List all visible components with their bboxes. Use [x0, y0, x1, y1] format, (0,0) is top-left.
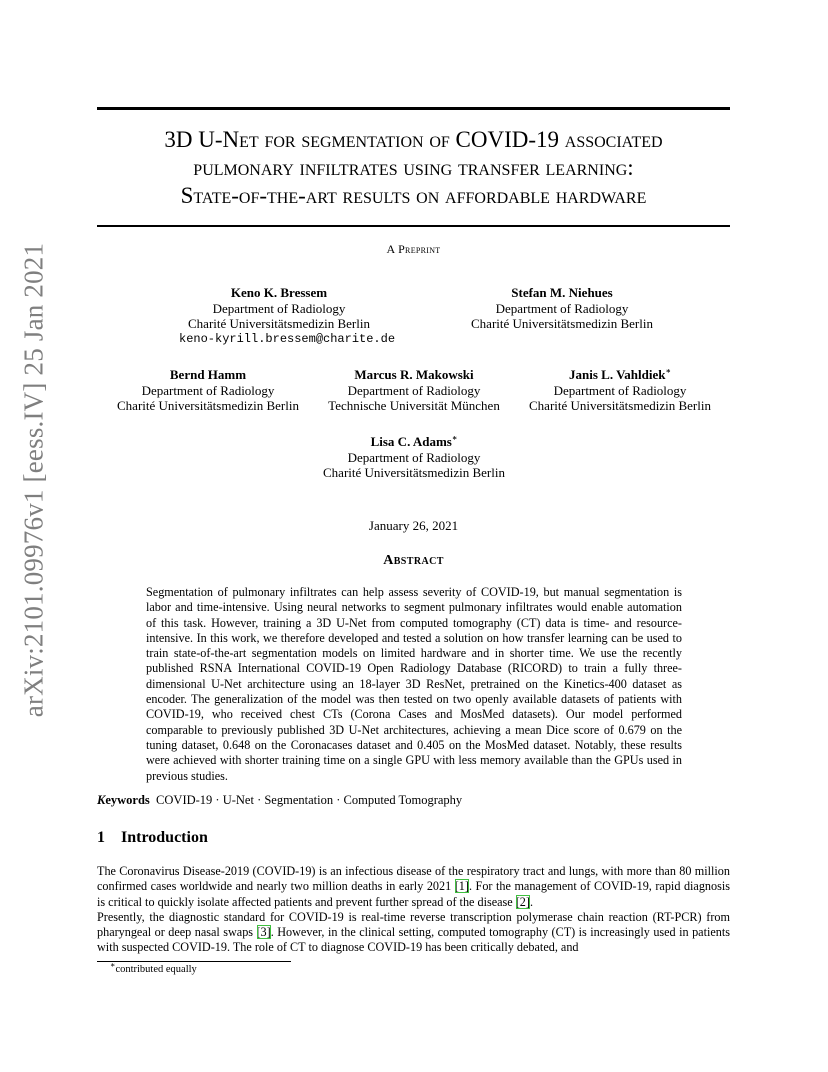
title-line: 3D U-Net for segmentation of COVID-19 associated: [164, 127, 663, 152]
text-run: .: [529, 894, 533, 909]
keywords-label-initial: K: [97, 793, 106, 807]
author-block: [314, 367, 514, 414]
author-block: [179, 285, 396, 347]
section-heading: [97, 829, 208, 847]
author-name: Marcus R. Makowski: [354, 367, 474, 382]
footnote: [110, 960, 197, 975]
author-block: [314, 434, 514, 481]
author-name: Bernd Hamm: [169, 367, 247, 382]
text-run: . For the management of COVID-19, rapid diagnosis is critical to quickly isolate affected patients and prevent further spread of the disease: [97, 879, 730, 909]
author-name-text: Janis L. Vahldiek: [569, 367, 666, 382]
author-name: [314, 434, 514, 450]
keywords-list: COVID-19 · U-Net · Segmentation · Computed Tomography: [156, 793, 463, 807]
author-department: Department of Radiology: [212, 300, 346, 316]
title-line: State-of-the-art results on affordable hardware: [180, 183, 647, 208]
author-department: Department of Radiology: [347, 449, 481, 465]
author-department: Department of Radiology: [553, 382, 687, 398]
abstract-heading: Abstract: [383, 553, 444, 568]
citation-link[interactable]: [3]: [256, 925, 271, 940]
author-institution: Charité Universitätsmedizin Berlin: [529, 398, 711, 413]
paragraph: [97, 864, 730, 910]
section-title: Introduction: [121, 829, 208, 846]
equal-contribution-mark: ∗: [665, 366, 671, 376]
author-institution: Charité Universitätsmedizin Berlin: [323, 465, 505, 480]
author-department: Department of Radiology: [347, 382, 481, 398]
author-name: Keno K. Bressem: [230, 285, 328, 300]
text-run: Presently, the diagnostic standard for COVID-19 is real-time reverse transcription polymerase chain reaction (RT-PCR) from pharyngeal or deep nasal swaps: [97, 909, 730, 940]
footnote-mark: ∗: [110, 960, 116, 970]
text-run: The Coronavirus Disease-2019 (COVID-19) is an infectious disease of the respiratory tract and lungs, with more than 80 million confirmed cases worldwide and nearly two million deaths in early 2021: [97, 864, 730, 894]
title-line: pulmonary infiltrates using transfer learning:: [193, 155, 634, 180]
footnote-text: contributed equally: [115, 964, 197, 975]
footnote-rule: [97, 961, 291, 962]
author-department: Department of Radiology: [141, 382, 275, 398]
keywords: [97, 793, 730, 808]
citation-link[interactable]: [1]: [454, 879, 469, 894]
preprint-label: A Preprint: [386, 242, 441, 256]
text-run: . However, in the clinical setting, computed tomography (CT) is increasingly used in patients with suspected COVID-19. The role of CT to diagnose COVID-19 has been critically debated, and: [97, 925, 730, 955]
author-name-text: Lisa C. Adams: [370, 434, 452, 449]
author-email[interactable]: keno-kyrill.bressem@charite.de: [179, 331, 396, 346]
author-institution: Technische Universität München: [328, 398, 500, 413]
author-name: Stefan M. Niehues: [511, 285, 613, 300]
intro-body: [97, 864, 730, 956]
arxiv-side-stamp: arXiv:2101.09976v1 [eess.IV] 25 Jan 2021: [18, 242, 49, 718]
title-rule-bottom: [97, 225, 730, 227]
author-institution: Charité Universitätsmedizin Berlin: [117, 398, 299, 413]
title-rule-top: [97, 107, 730, 110]
author-block: [108, 367, 308, 414]
author-institution: Charité Universitätsmedizin Berlin: [471, 316, 653, 331]
author-institution: Charité Universitätsmedizin Berlin: [188, 316, 370, 331]
paragraph: [97, 910, 730, 956]
abstract-text: Segmentation of pulmonary infiltrates can help assess severity of COVID-19, but manual segmentation is labor and time-intensive. Using neural networks to segment pulmonary infiltrates would enable automation of this task. However, training a 3D U-Net from computed tomography (CT) data is time- and resource-intensive. In this work, we therefore developed and tested a solution on how transfer learning can be used to train state-of-the-art segmentation models on limited hardware and in shorter time. We use the recently published RSNA International COVID-19 Open Radiology Database (RICORD) to train a fully three-dimensional U-Net architecture using an 18-layer 3D ResNet, pretrained on the Kinetics-400 dataset as encoder. The generalization of the model was then tested on two openly available datasets of patients with COVID-19, who received chest CTs (Corona Cases and MosMed datasets). Our model performed comparable to previously published 3D U-Net architectures, achieving a mean Dice score of 0.679 on the tuning dataset, 0.648 on the Coronacases dataset and 0.405 on the MosMed dataset. Notably, these results were achieved with shorter training time on a single GPU with less memory available than the GPUs used in previous studies.: [146, 585, 682, 783]
author-block: [462, 285, 662, 332]
paper-title: [97, 126, 730, 210]
author-name: [520, 367, 720, 383]
keywords-label-rest: eywords: [105, 793, 150, 807]
author-block: [520, 367, 720, 414]
author-department: Department of Radiology: [495, 300, 629, 316]
citation-link[interactable]: [2]: [515, 894, 530, 909]
publication-date: January 26, 2021: [368, 518, 459, 533]
equal-contribution-mark: ∗: [451, 433, 458, 443]
section-number: 1: [97, 829, 105, 846]
